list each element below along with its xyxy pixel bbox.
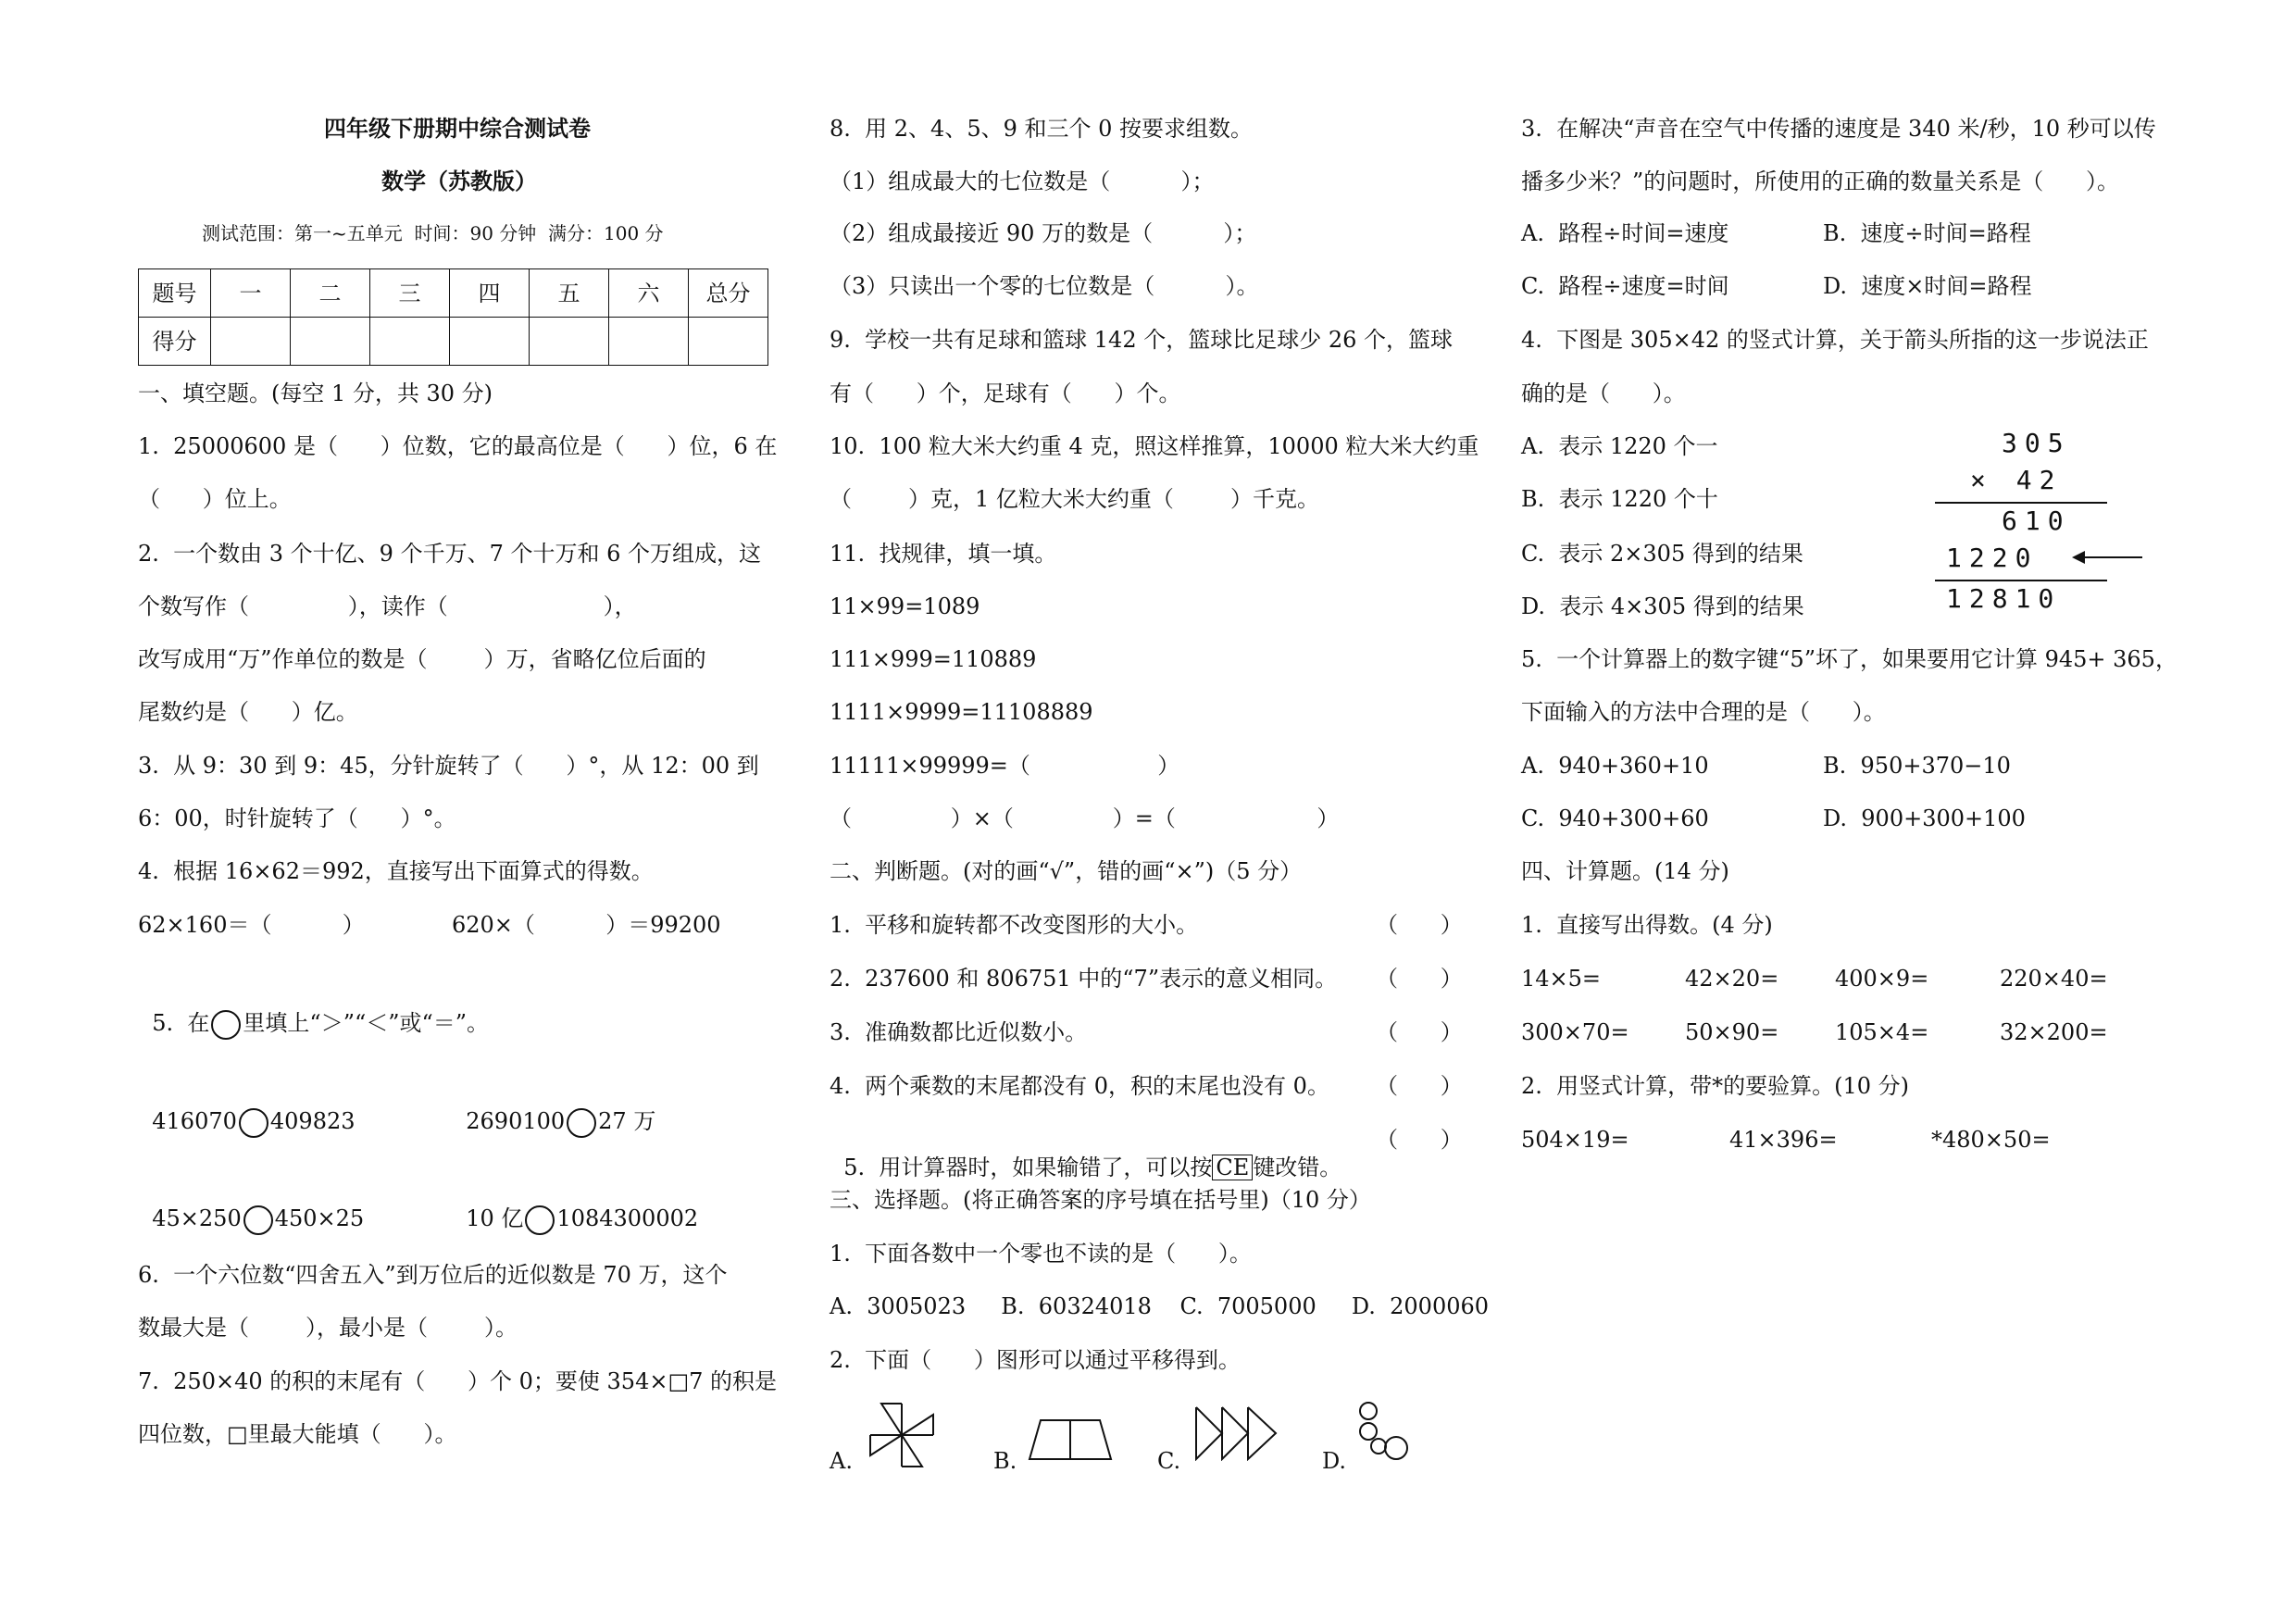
- compare-circle-icon[interactable]: [525, 1205, 555, 1235]
- question-text: 5. 用计算器时，如果输错了，可以按: [843, 1155, 1213, 1180]
- compare-circle-icon[interactable]: [243, 1205, 273, 1235]
- judge-line: 4. 两个乘数的末尾都没有 0，积的末尾也没有 0。: [830, 1073, 1329, 1099]
- judge-line: 1. 平移和旋转都不改变图形的大小。: [830, 912, 1199, 938]
- score-table-score-row: [139, 318, 768, 366]
- compare-right: 450×25: [274, 1205, 365, 1231]
- question-line: 1. 下面各数中一个零也不读的是（ ）。: [830, 1241, 1252, 1267]
- question-line: 10. 100 粒大米大约重 4 克，照这样推算，10000 粒大米大约重: [830, 433, 1479, 459]
- options-line: A. 3005023 B. 60324018 C. 7005000 D. 2000060: [830, 1293, 1490, 1319]
- option-line: D. 速度×时间=路程: [1823, 273, 2032, 299]
- score-input-cell[interactable]: [211, 318, 291, 366]
- question-line: 数最大是（ ），最小是（ ）。: [138, 1315, 518, 1341]
- pattern-line: （ ）×（ ）=（ ）: [830, 805, 1340, 831]
- table-cell: 四: [450, 269, 530, 318]
- table-cell: 题号: [139, 269, 211, 318]
- section-4-heading: 四、计算题。(14 分): [1521, 858, 1729, 884]
- question-line: 4. 根据 16×62＝992，直接写出下面算式的得数。: [138, 858, 654, 884]
- option-label: D.: [1322, 1448, 1347, 1474]
- question-line: （3）只读出一个零的七位数是（ ）。: [830, 273, 1259, 299]
- question-line: 下面输入的方法中合理的是（ ）。: [1521, 699, 1886, 725]
- exam-info: 测试范围：第一~五单元 时间：90 分钟 满分：100 分: [202, 222, 664, 244]
- question-line: （2）组成最接近 90 万的数是（ ）；: [830, 220, 1257, 246]
- question-line: （ ）克，1 亿粒大米大约重（ ）千克。: [830, 486, 1319, 512]
- option-line: C. 表示 2×305 得到的结果: [1521, 541, 1803, 567]
- compare-item: [138, 1177, 364, 1235]
- question-line: 2. 下面（ ）图形可以通过平移得到。: [830, 1347, 1241, 1373]
- compare-circle-icon[interactable]: [567, 1108, 596, 1138]
- option-label: C.: [1157, 1448, 1181, 1474]
- question-line: 四位数，□里最大能填（ ）。: [138, 1421, 457, 1447]
- compare-right: 409823: [269, 1108, 356, 1134]
- question-line: 有（ ）个，足球有（ ）个。: [830, 381, 1181, 406]
- ce-key: CE: [1212, 1155, 1253, 1180]
- circles-figure-icon: [1354, 1400, 1418, 1461]
- question-line: 3. 在解决“声音在空气中传播的速度是 340 米/秒，10 秒可以传: [1521, 116, 2156, 142]
- question-line: 6. 一个六位数“四舍五入”到万位后的近似数是 70 万，这个: [138, 1262, 728, 1288]
- compare-item: [138, 1080, 356, 1138]
- arrow-left-icon: [2070, 546, 2144, 568]
- question-line: 7. 250×40 的积的末尾有（ ）个 0；要使 354×□7 的积是: [138, 1368, 778, 1394]
- option-line: C. 路程÷速度=时间: [1521, 273, 1729, 299]
- question-text: 5. 在: [152, 1010, 210, 1036]
- pattern-line: 11111×99999=（ ）: [830, 753, 1180, 779]
- compare-item: [452, 1080, 655, 1138]
- pattern-line: 111×999=110889: [830, 646, 1037, 672]
- score-input-cell[interactable]: [530, 318, 609, 366]
- compare-left: 45×250: [152, 1205, 242, 1231]
- triangles-figure-icon: [1194, 1405, 1283, 1461]
- compare-left: 416070: [152, 1108, 237, 1134]
- table-cell: 二: [291, 269, 370, 318]
- question-line: 4. 下图是 305×42 的竖式计算，关于箭头所指的这一步说法正: [1521, 327, 2149, 353]
- judge-line: 3. 准确数都比近似数小。: [830, 1019, 1088, 1045]
- question-line: 3. 从 9：30 到 9：45，分针旋转了（ ）°，从 12：00 到: [138, 753, 759, 779]
- option-label: A.: [830, 1448, 853, 1474]
- vertical-calc-row: 1220: [1946, 543, 2039, 573]
- calc-item: 300×70=: [1521, 1019, 1629, 1045]
- calc-item: 14×5=: [1521, 966, 1602, 992]
- score-table: [138, 268, 768, 366]
- question-line: 尾数约是（ ）亿。: [138, 699, 358, 725]
- compare-left: 2690100: [466, 1108, 566, 1134]
- question-text: 键改错。: [1253, 1155, 1342, 1180]
- question-line: [138, 981, 489, 1040]
- compare-right: 27 万: [598, 1108, 656, 1134]
- table-cell: 一: [211, 269, 291, 318]
- question-line: 改写成用“万”作单位的数是（ ）万，省略亿位后面的: [138, 646, 706, 672]
- option-label: B.: [993, 1448, 1017, 1474]
- vertical-calc-row: × 42: [1970, 465, 2063, 495]
- exam-subtitle: 数学（苏教版）: [381, 168, 537, 194]
- calc-item: 50×90=: [1685, 1019, 1779, 1045]
- calc-item: *480×50=: [1931, 1127, 2051, 1153]
- compare-right: 1084300002: [556, 1205, 699, 1231]
- question-line: 5. 一个计算器上的数字键“5”坏了，如果要用它计算 945+ 365，: [1521, 646, 2177, 672]
- table-cell: 得分: [139, 318, 211, 366]
- score-input-cell[interactable]: [370, 318, 450, 366]
- exam-title: 四年级下册期中综合测试卷: [324, 115, 591, 142]
- option-line: B. 表示 1220 个十: [1521, 486, 1718, 512]
- vertical-calc-row: 12810: [1946, 583, 2062, 614]
- section-3-heading: 三、选择题。(将正确答案的序号填在括号里)（10 分）: [830, 1187, 1371, 1213]
- vertical-calc-line: [1935, 580, 2107, 581]
- question-line: 62×160＝（ ）: [138, 912, 365, 938]
- question-line: 1. 直接写出得数。(4 分): [1521, 912, 1773, 938]
- score-input-cell[interactable]: [689, 318, 768, 366]
- trapezoid-pair-figure-icon: [1028, 1418, 1113, 1461]
- calc-item: 400×9=: [1835, 966, 1929, 992]
- pattern-line: 1111×9999=11108889: [830, 699, 1093, 725]
- question-line: 2. 用竖式计算，带*的要验算。(10 分): [1521, 1073, 1910, 1099]
- option-line: D. 表示 4×305 得到的结果: [1521, 593, 1804, 619]
- question-line: 620×（ ）＝99200: [452, 912, 721, 938]
- question-line: 1. 25000600 是（ ）位数，它的最高位是（ ）位，6 在: [138, 433, 778, 459]
- score-input-cell[interactable]: [450, 318, 530, 366]
- option-line: D. 900+300+100: [1823, 805, 2026, 831]
- calc-item: 220×40=: [2000, 966, 2108, 992]
- option-line: C. 940+300+60: [1521, 805, 1709, 831]
- score-table-header-row: [139, 269, 768, 318]
- table-cell: 总分: [689, 269, 768, 318]
- question-line: 2. 一个数由 3 个十亿、9 个千万、7 个十万和 6 个万组成，这: [138, 541, 762, 567]
- judge-answer-paren[interactable]: （ ）: [1376, 1073, 1463, 1099]
- question-line: 个数写作（ ），读作（ ），: [138, 593, 637, 619]
- calc-item: 105×4=: [1835, 1019, 1929, 1045]
- section-2-heading: 二、判断题。(对的画“√”，错的画“×”)（5 分）: [830, 858, 1303, 884]
- judge-line: 2. 237600 和 806751 中的“7”表示的意义相同。: [830, 966, 1338, 992]
- question-line: 播多少米？”的问题时，所使用的正确的数量关系是（ ）。: [1521, 169, 2120, 194]
- question-line: 6：00，时针旋转了（ ）°。: [138, 805, 456, 831]
- question-line: （1）组成最大的七位数是（ ）；: [830, 169, 1215, 194]
- compare-circle-icon: [211, 1010, 241, 1040]
- vertical-calc-row: 305: [2002, 428, 2071, 458]
- question-line: 8. 用 2、4、5、9 和三个 0 按要求组数。: [830, 116, 1254, 142]
- pattern-line: 11×99=1089: [830, 593, 980, 619]
- option-line: A. 表示 1220 个一: [1521, 433, 1718, 459]
- calc-item: 41×396=: [1729, 1127, 1838, 1153]
- judge-line: [830, 1126, 1341, 1181]
- score-input-cell[interactable]: [291, 318, 370, 366]
- table-cell: 六: [609, 269, 689, 318]
- table-cell: 五: [530, 269, 609, 318]
- option-line: B. 950+370−10: [1823, 753, 2011, 779]
- compare-item: [452, 1177, 698, 1235]
- question-text: 里填上“＞”“＜”或“＝”。: [243, 1010, 490, 1036]
- option-line: B. 速度÷时间=路程: [1823, 220, 2031, 246]
- judge-answer-paren[interactable]: （ ）: [1376, 1127, 1463, 1153]
- judge-answer-paren[interactable]: （ ）: [1376, 966, 1463, 992]
- question-line: 确的是（ ）。: [1521, 381, 1686, 406]
- judge-answer-paren[interactable]: （ ）: [1376, 1019, 1463, 1045]
- compare-circle-icon[interactable]: [239, 1108, 268, 1138]
- judge-answer-paren[interactable]: （ ）: [1376, 912, 1463, 938]
- score-input-cell[interactable]: [609, 318, 689, 366]
- calc-item: 504×19=: [1521, 1127, 1629, 1153]
- option-line: A. 940+360+10: [1521, 753, 1709, 779]
- question-line: 9. 学校一共有足球和篮球 142 个，篮球比足球少 26 个，篮球: [830, 327, 1454, 353]
- option-line: A. 路程÷时间=速度: [1521, 220, 1729, 246]
- vertical-calc-row: 610: [2002, 506, 2071, 536]
- vertical-calc-line: [1935, 502, 2107, 504]
- calc-item: 32×200=: [2000, 1019, 2108, 1045]
- calc-item: 42×20=: [1685, 966, 1779, 992]
- table-cell: 三: [370, 269, 450, 318]
- section-1-heading: 一、填空题。(每空 1 分，共 30 分): [138, 381, 493, 406]
- question-line: 11. 找规律，填一填。: [830, 541, 1057, 567]
- pinwheel-figure-icon: [868, 1402, 935, 1468]
- question-line: （ ）位上。: [138, 486, 292, 512]
- compare-left: 10 亿: [466, 1205, 524, 1231]
